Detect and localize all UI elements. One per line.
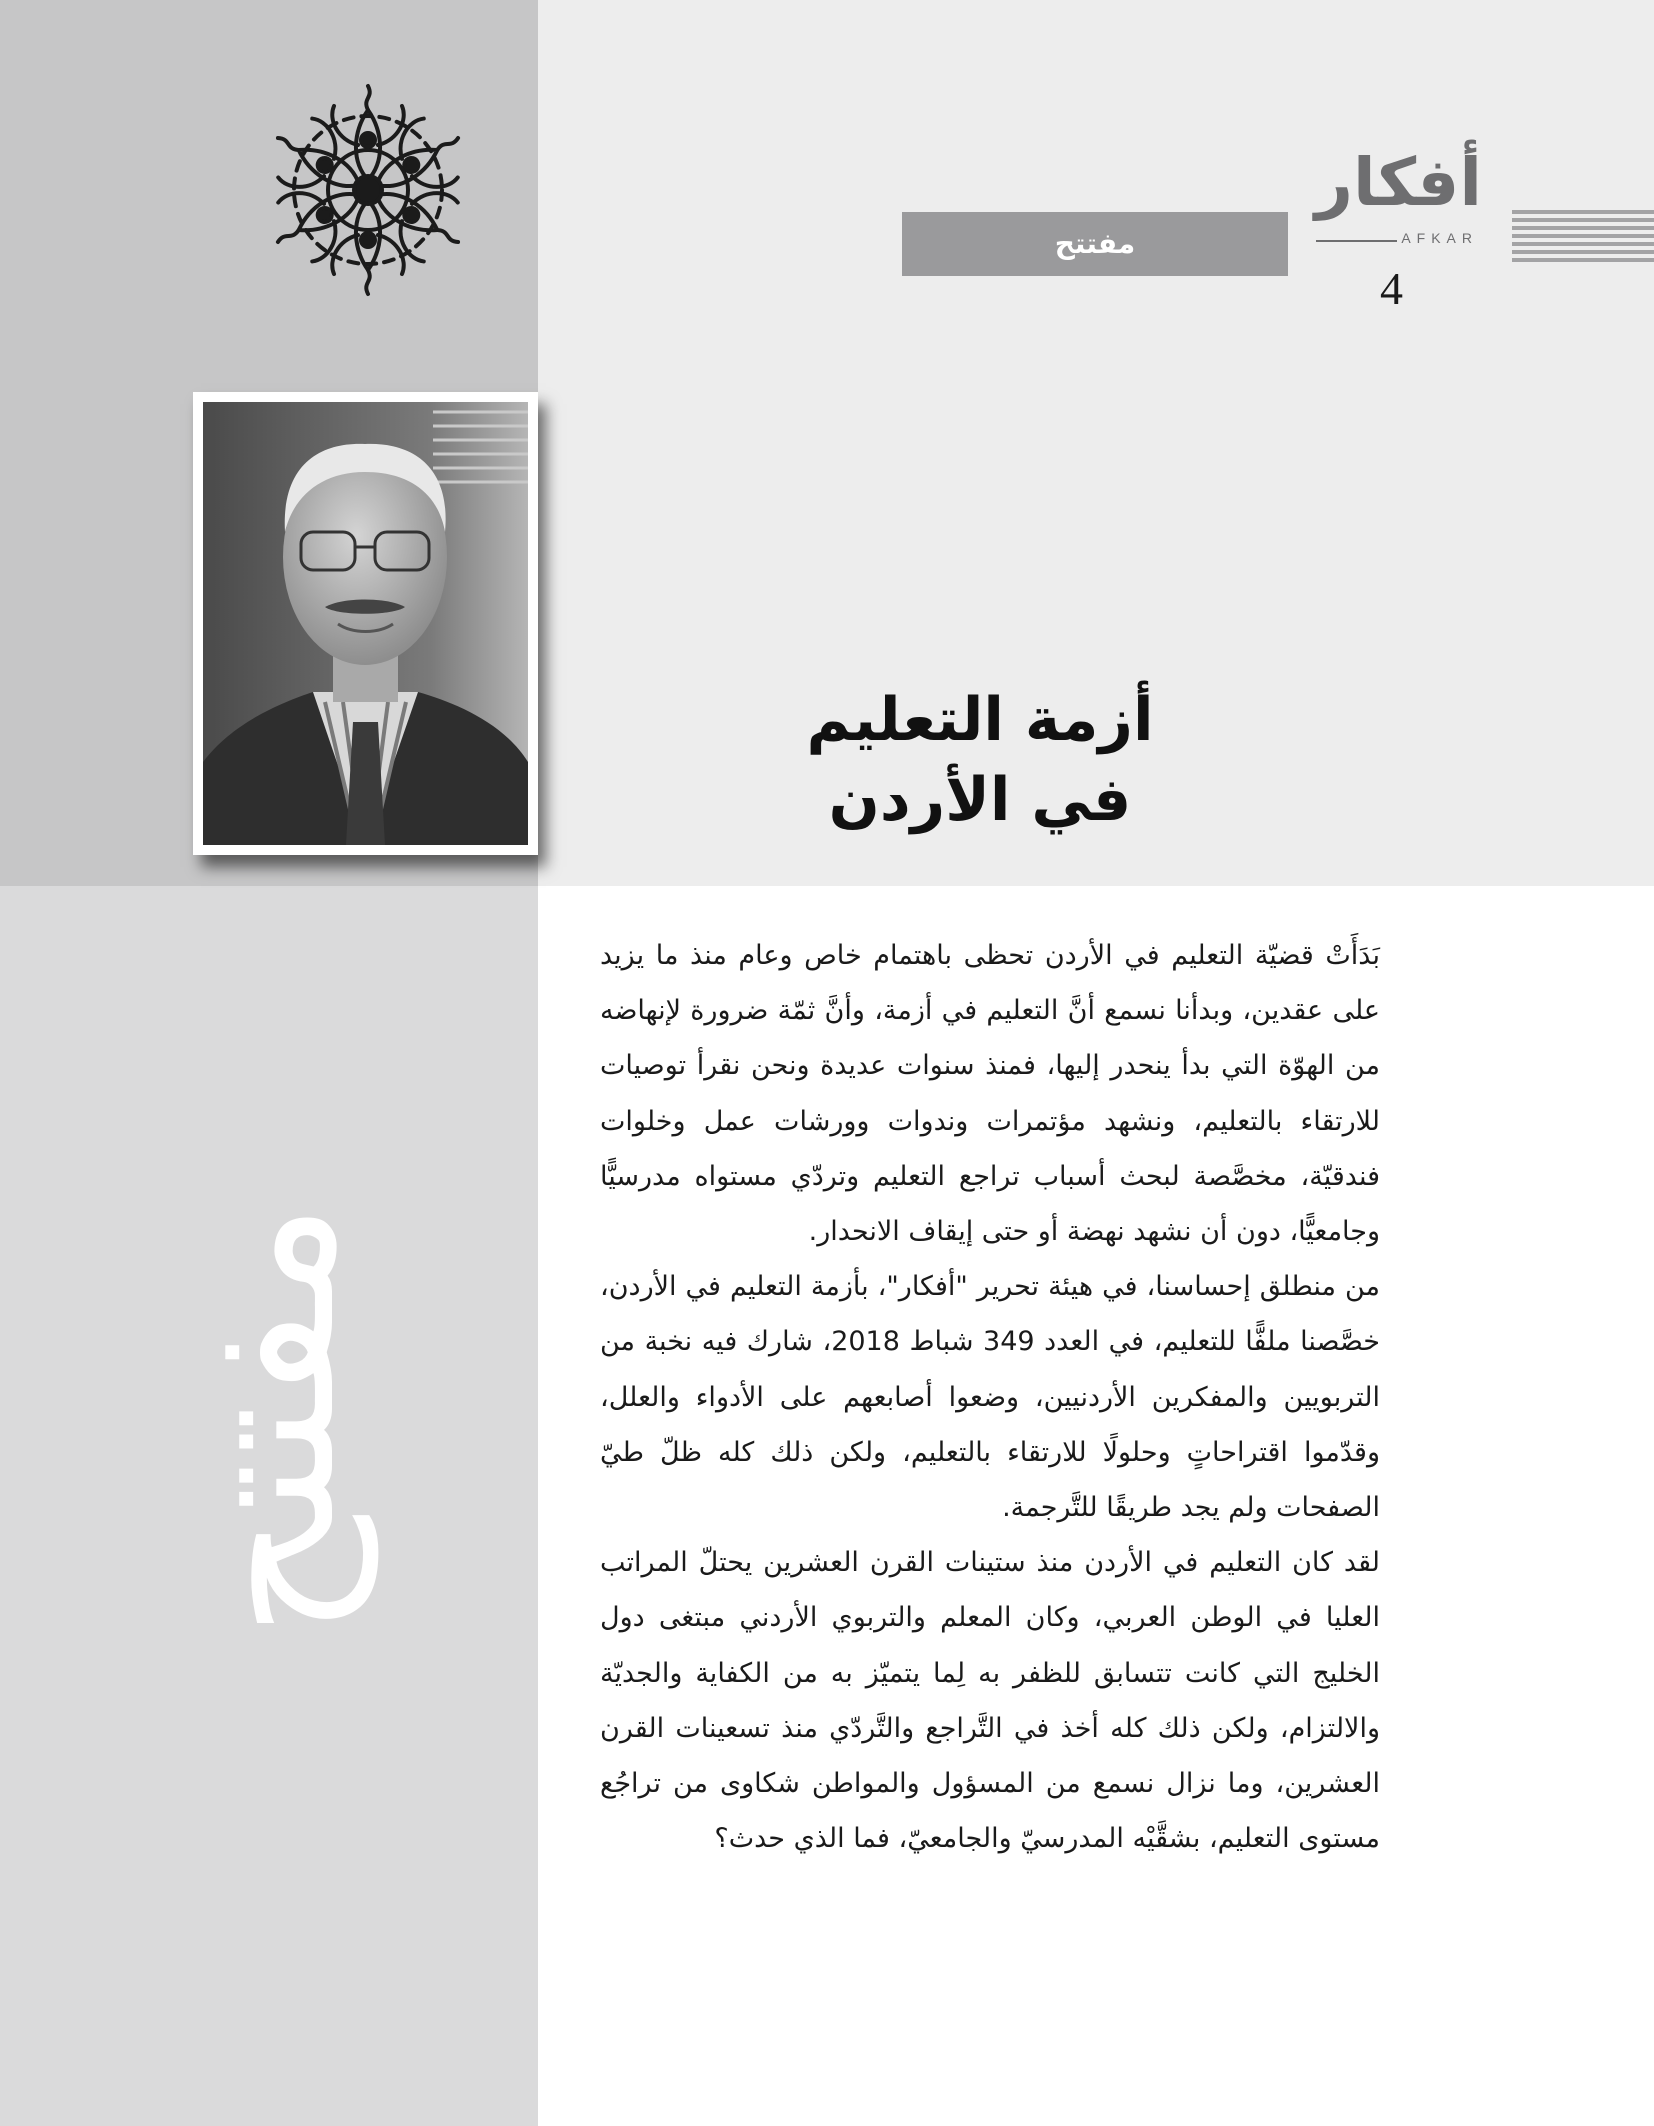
author-photo: [203, 402, 528, 845]
paragraph-2: من منطلق إحساسنا، في هيئة تحرير "أفكار"، بأزمة التعليم في الأردن، خصَّصنا ملفًّا للتعليم، في العدد 349 شباط 2018، شارك فيه نخبة من التربويين والمفكرين الأردنيين، وضعوا أصابعهم على الأدواء والعلل، وقدّموا اقتراحاتٍ وحلولًا للارتقاء بالتعليم، ولكن ذلك كله ظلّ طيّ الصفحات ولم يجد طريقًا للتَّرجمة.: [600, 1271, 1380, 1524]
article-body: [600, 928, 1380, 1866]
magazine-logo: [1312, 144, 1482, 260]
arabesque-rosette-icon: [258, 70, 478, 310]
paragraph-1: بَدَأَتْ قضيّة التعليم في الأردن تحظى باهتمام خاص وعام منذ ما يزيد على عقدين، وبدأنا نسمع أنَّ التعليم في أزمة، وأنَّ ثمّة ضرورة لإنهاضه من الهوّة التي بدأ ينحدر إليها، فمنذ سنوات عديدة ونحن نقرأ توصيات للارتقاء بالتعليم، ونشهد مؤتمرات وندوات وورشات عمل وخلوات فندقيّة، مخصَّصة لبحث أسباب تراجع التعليم وتردّي مستواه مدرسيًّا وجامعيًّا، دون أن نشهد نهضة أو حتى إيقاف الانحدار.: [600, 940, 1380, 1248]
section-label: مفتتح: [902, 212, 1288, 276]
logo-latin: AFKAR: [1397, 230, 1482, 246]
title-line-1: أزمة التعليم: [806, 685, 1154, 755]
page-number: 4: [1380, 263, 1403, 314]
title-line-2: في الأردن: [828, 765, 1132, 835]
decorative-stripes: [1512, 210, 1654, 278]
paragraph-3: لقد كان التعليم في الأردن منذ ستينات القرن العشرين يحتلّ المراتب العليا في الوطن العربي، وكان المعلم والتربوي الأردني مبتغى دول الخليج التي كانت تتسابق للظفر به لِما يتميّز به من الكفاية والجديّة والالتزام، ولكن ذلك كله أخذ في التَّراجع والتَّردّي منذ تسعينات القرن العشرين، وما نزال نسمع من المسؤول والمواطن شكاوى من تراجُع مستوى التعليم، بشقَّيْه المدرسيّ والجامعيّ، فما الذي حدث؟: [600, 1547, 1380, 1855]
vertical-word-text: مفتتح: [156, 1202, 377, 1638]
article-title: [760, 680, 1200, 840]
author-photo-frame: [193, 392, 538, 855]
logo-arabic: أفكار: [1315, 144, 1482, 221]
portrait-image: [203, 402, 528, 845]
